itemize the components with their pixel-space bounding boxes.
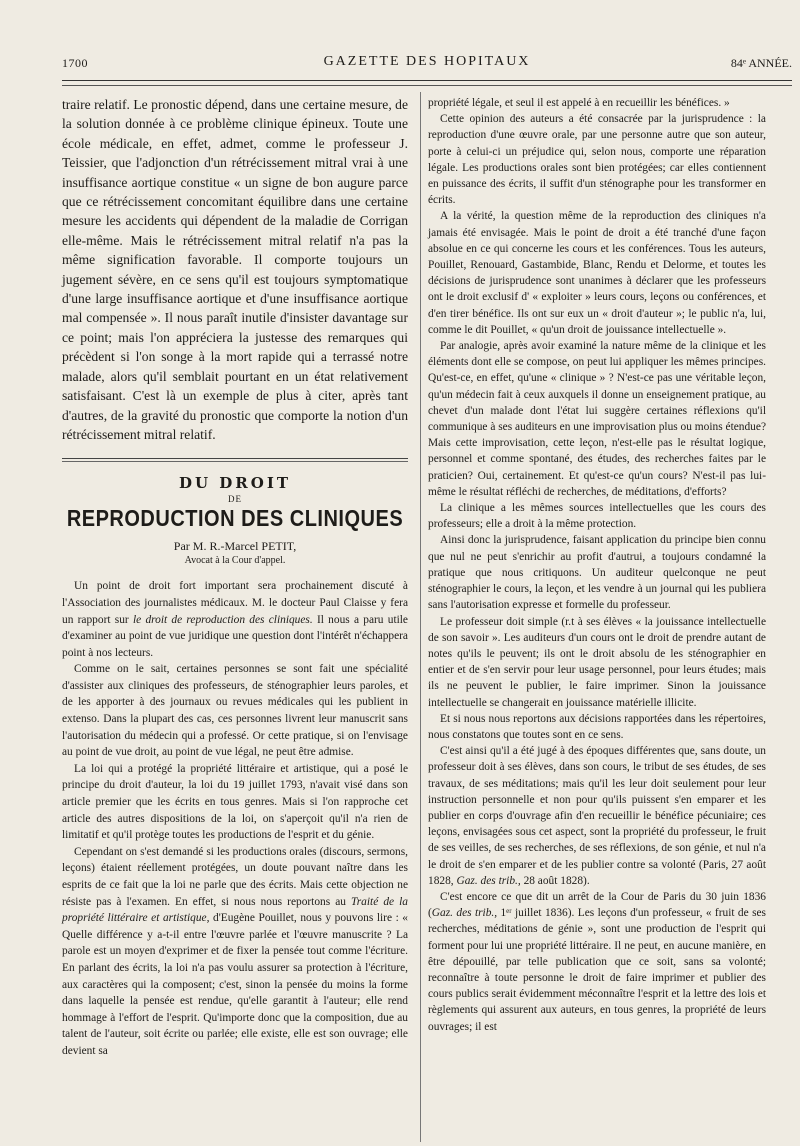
column-separator (420, 92, 421, 1142)
paragraph: Comme on le sait, certaines personnes se sont fait une spécialité d'assister aux cliniques des professeurs, de sténographier leurs paroles, et de les apporter à des journaux ou revues médicales qui les publient in extenso. Dans la plupart des cas, ces personnes livrent leur manuscrit sans l'autorisation du médecin qui a professé. Or cette pratique, si on l'envisage au point de vue droit, au point de vue légal, ne peut être admise. (62, 663, 408, 759)
continued-paragraph: traire relatif. Le pronostic dépend, dans une certaine mesure, de la solution donnée à ce problème clinique épineux. Toute une école médicale, en effet, admet, comme le professeur J. Teissier, que l'adjonction d'un rétrécissement mitral vrai à une insuffisance aortique constitue « un signe de bon augure parce que ce rétrécissement concomitant équilibre dans une certaine mesure les accidents qui dépendent de la maladie de Corrigan elle-même. Mais le rétrécissement mitral relatif n'a pas la même signification favorable. Il comporte toujours un jugement sévère, en ce sens qu'il est toujours symptomatique d'une large insuffisance aortique et d'une insuffisance aortique mal compensée ». Il nous paraît inutile d'insister davantage sur ce point; mais l'on appréciera la justesse des remarques qui précèdent si l'on songe à la mort rapide qui a terrassé notre malade, alors qu'il semblait pourtant en un état relativement satisfaisant. C'est là un exemple de plus à citer, après tant d'autres, de la gravité du pronostic que comporte la notion d'un rétrécissement mitral relatif. (62, 97, 408, 442)
paragraph: Cette opinion des auteurs a été consacrée par la jurisprudence : la reproduction d'une œuvre orale, par une personne autre que son auteur, porte à celui-ci un préjudice qui, selon nous, comporte une réparation légale. Les productions orales sont bien protégées; car elles contiennent en puissance des écrits, il suffit d'un sténographe pour les transformer en écrits. (428, 113, 766, 207)
header-rule-thin (62, 85, 792, 86)
right-column (428, 95, 766, 1035)
paragraph: Et si nous nous reportons aux décisions rapportées dans les répertoires, nous constatons que toutes sont en ce sens. (428, 712, 766, 741)
article-separator (62, 458, 408, 459)
paragraph: C'est ainsi qu'il a été jugé à des époques différentes que, sans doute, un professeur doit à ses élèves, dans son cours, le tribut de ses études, de ses travaux, de ses méditations; mais qu'il les leur doit seulement pour leur instruction personnelle et non pour qu'ils puissent s'en emparer et les publier en corps d'ouvrage afin d'en recueillir le bénéfice pécuniaire; ces leçons, envisagées sous cet aspect, sont la propriété du professeur, le fruit de ses veilles, de ses recherches, de ses réflexions, de son génie, et nul n'a le droit de s'en emparer et de les publier contre sa volonté (Paris, 27 août 1828, Gaz. des trib., 28 août 1828). (428, 745, 766, 887)
left-column (62, 95, 408, 1060)
article-separator-thin (62, 461, 408, 462)
year-label: 84ᵉ ANNÉE. (730, 56, 792, 70)
article-title: REPRODUCTION DES CLINIQUES (66, 506, 404, 532)
page-number: 1700 (62, 56, 88, 70)
paragraph: Par analogie, après avoir examiné la nature même de la clinique et les éléments dont elle se compose, on peut lui appliquer les mêmes principes. Qu'est-ce, en effet, qu'une « clinique » ? N'est-ce pas une véritable leçon, qu'un médecin fait à ceux auxquels il donne un enseignement pratique, au chevet d'un malade dont l'état lui suggère certaines réflexions qu'il communique à ses auditeurs en une improvisation plus ou moins étendue? Mais cette improvisation, cette leçon, n'est-elle pas le résultat logique, personnel et comme spontané, des études, des recherches faites par le praticien? Oui, certainement. Et qu'est-ce qu'un cours? N'est-il pas lui-même le résultat réfléchi de recherches, de méditations, d'efforts? (428, 340, 766, 498)
article-de: DE (228, 494, 242, 505)
paragraph: propriété légale, et seul il est appelé à en recueillir les bénéfices. » (428, 97, 730, 109)
paragraph: Le professeur doit simple (r.t à ses élèves « la jouissance intellectuelle de son savoir ». Les auditeurs d'un cours ont le droit de prendre autant de notes qu'ils le peuvent; ils ont le droit absolu de les sténographier en entier et de s'en servir pour leur usage personnel, pour leurs études; mais ils ne peuvent le publier, le faire imprimer. Sinon la jouissance intellectuelle se changerait en jouissance matérielle illicite. (428, 615, 766, 709)
paragraph: Un point de droit fort important sera prochainement discuté à l'Association des journalistes médicaux. M. le docteur Paul Claisse y fera un rapport sur le droit de reproduction des cliniques. Il nous a paru utile d'examiner au point de vue juridique une question dont l'intérêt n'échappera point à nos lecteurs. (62, 580, 408, 659)
paragraph: Ainsi donc la jurisprudence, faisant application du principe bien connu que nul ne peut s'enrichir au profit d'autrui, a toujours condamné la pratique que nous critiquons. Un auditeur quelconque ne peut sténographier le cours, la leçon, et les vendre à un journal qui les publiera sans l'autorisation expresse et formelle du professeur. (428, 534, 766, 612)
paragraph: C'est encore ce que dit un arrêt de la Cour de Paris du 30 juin 1836 (Gaz. des trib., 1ᵉʳ juillet 1836). Les leçons d'un professeur, « fruit de ses recherches, méditations de génie », sont une production de l'esprit qui forment pour lui une propriété littéraire. Il ne peut, en aucune manière, en être dépouillé, par telle publication que ce soit, sans sa volonté; reconnaître à toute personne le droit de faire imprimer et publier des cours publics serait évidemment méconnaître l'esprit et la lettre des lois et règlements qui assurent aux auteurs, en tous genres, la propriété de leurs ouvrages; il est (428, 890, 766, 1033)
paragraph: La clinique a les mêmes sources intellectuelles que les cours des professeurs; elle a droit à la même protection. (428, 502, 766, 531)
journal-title: GAZETTE DES HOPITAUX (323, 54, 531, 69)
paragraph: La loi qui a protégé la propriété littéraire et artistique, qui a posé le principe du droit d'auteur, la loi du 19 juillet 1793, n'avait visé dans son article premier que les écrits en tous genres. Mais si l'on rapproche cet article des autres dispositions de la loi, on s'aperçoit qu'il n'a rien de limitatif et qu'il protège toutes les productions de l'esprit et du génie. (62, 762, 408, 842)
running-header (62, 52, 792, 74)
author-affiliation: Avocat à la Cour d'appel. (184, 555, 286, 567)
header-rule (62, 80, 792, 81)
paragraph: A la vérité, la question même de la reproduction des cliniques n'a jamais été envisagée. Mais le point de droit a été tranché d'une façon absolue en ce qui concerne les cours et les conférences. Tous les auteurs, Pouillet, Renouard, Gastambide, Blanc, Rendu et Delorme, et toutes les décisions de jurisprudence sont unanimes à déclarer que les professeurs ont le droit exclusif d' « exploiter » leurs cours, leçons ou conférences, et d'en tirer bénéfice. Ils ont sur eux un « droit d'auteur »; le public n'a, lui, comme le dit Pouillet, « qu'un droit de jouissance intellectuelle ». (428, 210, 766, 336)
article-kicker: DU DROIT (178, 474, 292, 493)
paragraph: Cependant on s'est demandé si les productions orales (discours, sermons, leçons) étaient réellement protégées, un doute pouvant naître dans les esprits de ce fait que la loi ne parle que des écrits. Mais cette objection ne résiste pas à l'examen. En effet, si nous nous reportons au Traité de la propriété littéraire et artistique, d'Eugène Pouillet, nous y pouvons lire : « Quelle différence y a-t-il entre l'œuvre parlée et l'œuvre manuscrite ? La parole est un moyen d'exprimer et de fixer la pensée tout comme l'écriture. En parlant des écrits, la loi n'a pas voulu assurer sa protection à l'écriture, aux caractères qui la composent; c'est, sinon la pensée du moins la forme dans laquelle la pensée est rendue, qu'elle garantit à l'auteur; elle rend hommage à l'effort de l'esprit. Qu'importe donc que la composition, due au talent de l'auteur, soit écrite ou parlée; elle existe, elle est son ouvrage; elle devient sa (62, 845, 408, 1057)
article-byline: Par M. R.-Marcel PETIT, (173, 539, 297, 554)
